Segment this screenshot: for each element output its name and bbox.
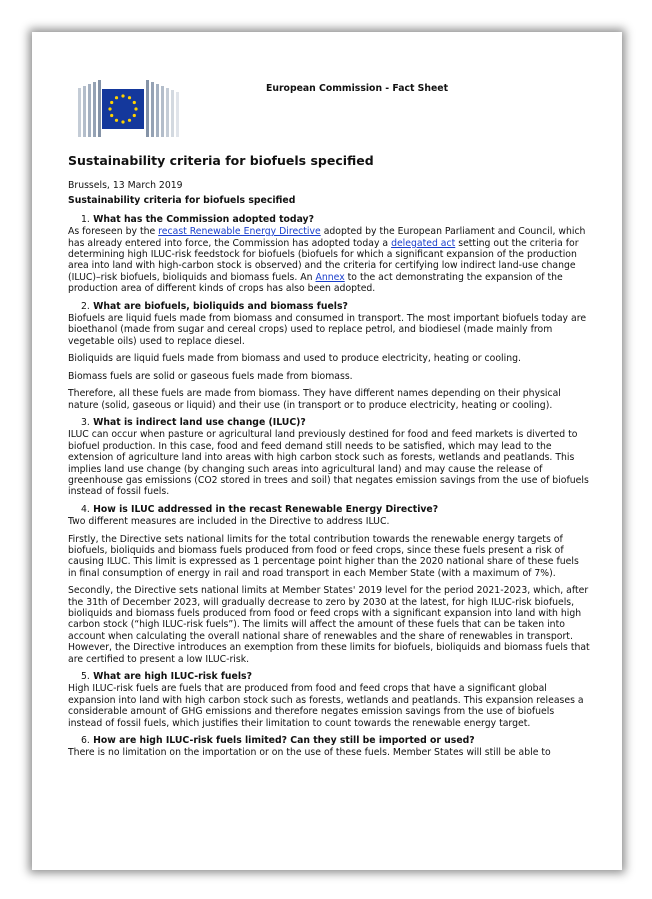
paragraph-text: Two different measures are included in the Directive to address ILUC. [68,516,390,528]
section-paragraph [68,429,590,497]
section-number: 1. [81,213,90,225]
section-heading: What are high ILUC-risk fuels? [89,671,252,683]
eu-flag-icon [102,89,144,129]
document-date: Brussels, 13 March 2019 [68,180,183,191]
section-paragraph [68,585,590,665]
paragraph-text: Therefore, all these fuels are made from biomass. They have different names depending on their physical nature (solid, gaseous or liquid) and their use (in transport or to produce electricity, heating or cooling). [68,388,561,411]
paragraph-text: Bioliquids are liquid fuels made from biomass and used to produce electricity, heating or cooling. [68,353,521,365]
inline-link[interactable]: recast Renewable Energy Directive [158,226,321,238]
section-number: 6. [81,735,90,747]
document-body [68,153,590,765]
section-heading: How are high ILUC-risk fuels limited? Can they still be imported or used? [89,735,475,747]
section-heading: What are biofuels, bioliquids and biomass fuels? [89,300,348,312]
inline-link[interactable]: Annex [315,271,345,283]
paragraph-text: Secondly, the Directive sets national limits at Member States' 2019 level for the period 2021-2023, which, after the 31th of December 2023, will gradually decrease to zero by 2030 at the latest, for high ILUC-risk biofuels, bioliquids and biomass fuels produced from food or feed crops with a significant expansion into land with high carbon stock (“high ILUC-risk fuels”). The limits will affect the amount of these fuels that can be taken into account when calculating the overall national share of renewables and the share of renewables in transport. However, the Directive introduces an exemption from these limits for biofuels, bioliquids and biomass fuels that are certified to present a low ILUC-risk. [68,585,590,665]
document-page [32,32,622,870]
paragraph-text: As foreseen by the [68,226,159,238]
section-number: 4. [81,503,90,515]
paragraph-text: ILUC can occur when pasture or agricultural land previously destined for food and feed markets is diverted to biofuel production. In this case, food and feed demand still needs to be satisfied, which may lead to the extension of agriculture land into areas with high carbon stock such as forests, wetlands and peatlands. This implies land use change (by changing such areas into agricultural land) and may cause the release of greenhouse gas emissions (CO2 stored in trees and soil) that negates emission savings from the use of biofuels instead of fossil fuels. [68,429,589,498]
section-heading: What has the Commission adopted today? [89,213,315,225]
section-paragraph [68,226,590,294]
section-question [68,735,590,746]
sections-container [68,214,590,759]
document-title: Sustainability criteria for biofuels specified [68,153,374,168]
header-title: European Commission - Fact Sheet [266,83,449,94]
section-heading: How is ILUC addressed in the recast Renewable Energy Directive? [89,503,439,515]
section-paragraph [68,353,590,364]
section-paragraph [68,371,590,382]
section-question [68,214,590,225]
section-paragraph [68,313,590,347]
section-paragraph [68,534,590,580]
paragraph-text: Biofuels are liquid fuels made from biomass and consumed in transport. The most important biofuels today are bioethanol (made from sugar and cereal crops) used to replace petrol, and biodiesel (made mainly from vegetable oils) used to replace diesel. [68,313,587,347]
section-question [68,301,590,312]
section-paragraph [68,747,590,758]
section-paragraph [68,516,590,527]
section-heading: What is indirect land use change (ILUC)? [89,416,306,428]
document-subtitle: Sustainability criteria for biofuels specified [68,195,296,207]
section-number: 2. [81,300,90,312]
section-question [68,504,590,515]
paragraph-text: to the act demonstrating the expansion of the production area of different kinds of crops has also been adopted. [68,271,563,295]
section-question [68,417,590,428]
section-paragraph [68,683,590,729]
paragraph-text: setting out the criteria for determining high ILUC-risk feedstock for biofuels (biofuels for which a significant expansion of the production area into land with high-carbon stock is observed) and the criteria for certifying low indirect land-use change (ILUC)–risk biofuels, bioliquids and biomass fuels. An [68,237,579,283]
section-number: 3. [81,416,90,428]
section-number: 5. [81,671,90,683]
section-question [68,671,590,682]
paragraph-text: Biomass fuels are solid or gaseous fuels made from biomass. [68,370,353,382]
paragraph-text: adopted by the European Parliament and Council, which has already entered into force, the Commission has adopted today a [68,226,586,249]
paragraph-text: There is no limitation on the importation or on the use of these fuels. Member States will still be able to [68,747,551,759]
paragraph-text: High ILUC-risk fuels are fuels that are produced from food and feed crops that have a significant global expansion into land with high carbon stock such as forests, wetlands and peatlands. This expansion releases a considerable amount of GHG emissions and therefore negates emission savings from the use of biofuels instead of fossil fuels, which justifies their limitation to count towards the renewable energy target. [68,683,584,729]
section-paragraph [68,388,590,411]
inline-link[interactable]: delegated act [391,237,456,249]
paragraph-text: Firstly, the Directive sets national limits for the total contribution towards the renewable energy targets of biofuels, bioliquids and biomass fuels produced from food or feed crops, since these fuels present a risk of causing ILUC. This limit is expressed as 1 percentage point higher than the 2020 national share of these fuels in final consumption of energy in rail and road transport in each Member State (with a maximum of 7%). [68,533,579,579]
european-commission-logo [78,80,183,137]
